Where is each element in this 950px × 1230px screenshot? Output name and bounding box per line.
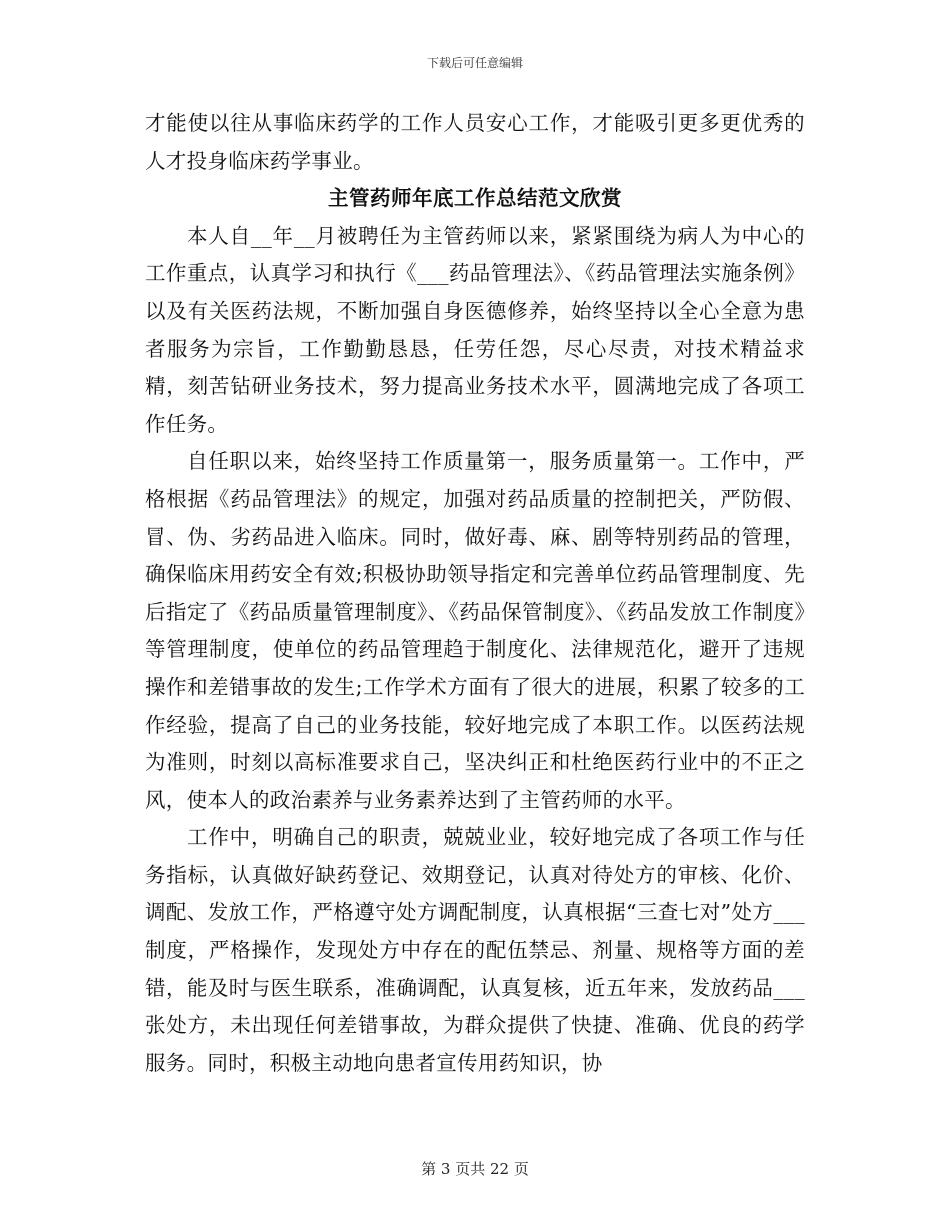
section-title: 主管药师年底工作总结范文欣赏 [328, 186, 622, 211]
paragraph-quality-work: 自任职以来，始终坚持工作质量第一，服务质量第一。工作中，严格根据《药品管理法》的规定，加强对药品质量的控制把关，严防假、冒、伪、劣药品进入临床。同时，做好毒、麻、剧等特别药品的管理，确保临床用药安全有效;积极协助领导指定和完善单位药品管理制度、先后指定了《药品质量管理制度》、《药品保管制度》、《药品发放工作制度》等管理制度，使单位的药品管理趋于制度化、法律规范化，避开了违规操作和差错事故的发生;工作学术方面有了很大的进展，积累了较多的工作经验，提高了自己的业务技能，较好地完成了本职工作。以医药法规为准则，时刻以高标准要求自己，坚决纠正和杜绝医药行业中的不正之风，使本人的政治素养与业务素养达到了主管药师的水平。 [145, 449, 805, 812]
page-header-note: 下载后可任意编辑 [426, 56, 523, 70]
document-body [145, 105, 805, 1082]
page-number-footer: 第 3 页共 22 页 [421, 1160, 529, 1178]
paragraph-duties: 工作中，明确自己的职责，兢兢业业，较好地完成了各项工作与任务指标，认真做好缺药登记、效期登记，认真对待处方的审核、化价、调配、发放工作，严格遵守处方调配制度，认真根据“三查七对”处方___制度，严格操作，发现处方中存在的配伍禁忌、剂量、规格等方面的差错，能及时与医生联系，准确调配，认真复核，近五年来，发放药品___张处方，未出现任何差错事故，为群众提供了快捷、准确、优良的药学服务。同时，积极主动地向患者宣传用药知识，协 [145, 825, 805, 1075]
intro-continuation-paragraph: 才能使以往从事临床药学的工作人员安心工作，才能吸引更多更优秀的人才投身临床药学事业。 [145, 111, 805, 173]
paragraph-appointment: 本人自__年__月被聘任为主管药师以来，紧紧围绕为病人为中心的工作重点，认真学习和执行《___药品管理法》、《药品管理法实施条例》以及有关医药法规，不断加强自身医德修养，始终坚持以全心全意为患者服务为宗旨，工作勤勤恳恳，任劳任怨，尽心尽责，对技术精益求精，刻苦钻研业务技术，努力提高业务技术水平，圆满地完成了各项工作任务。 [145, 223, 805, 436]
